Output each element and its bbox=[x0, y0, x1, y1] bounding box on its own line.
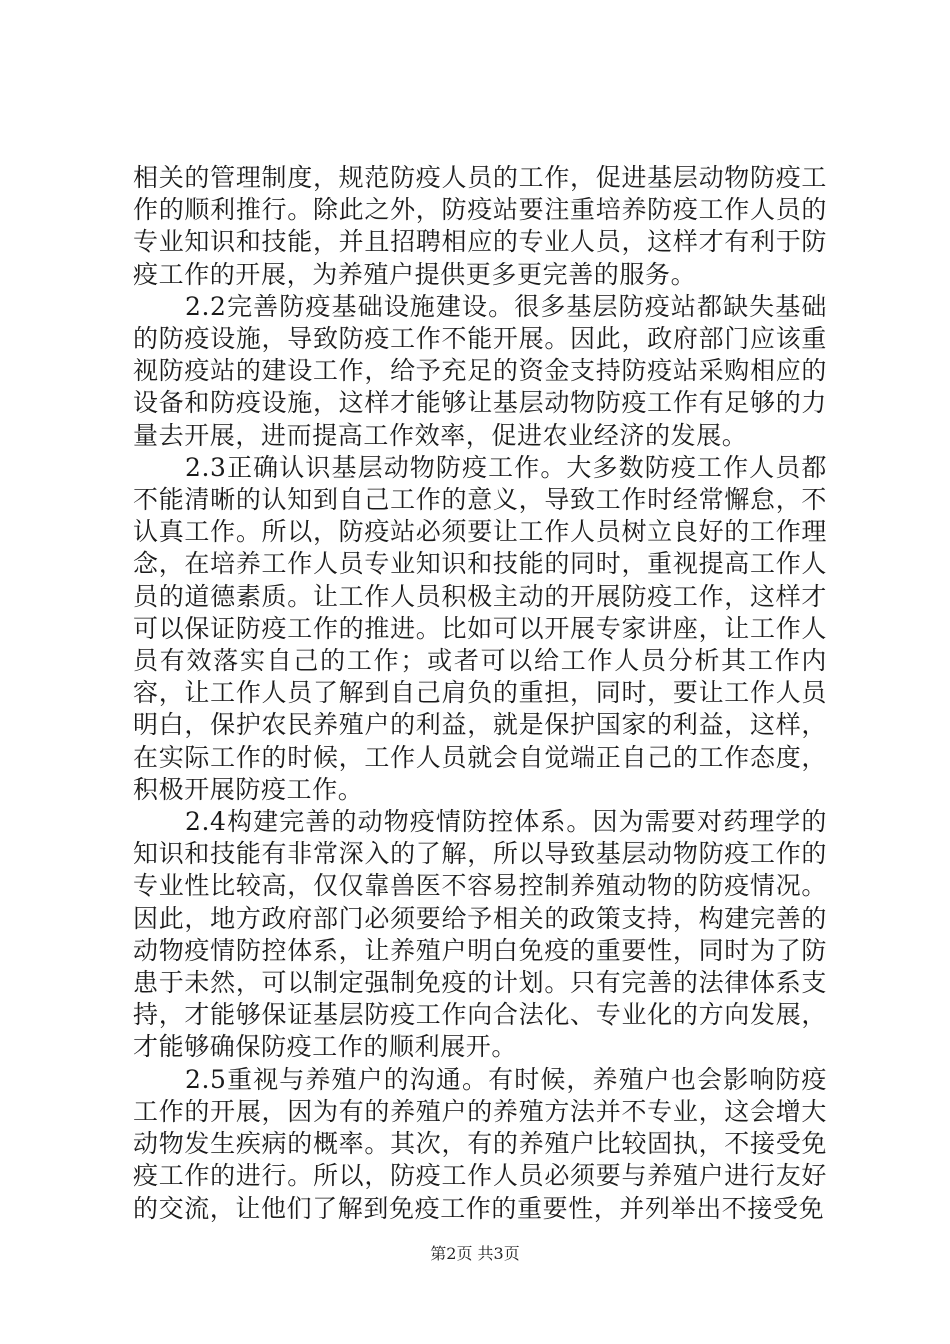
document-body bbox=[133, 162, 827, 1225]
paragraph-2-5: 2.5重视与养殖户的沟通。有时候，养殖户也会影响防疫工作的开展，因为有的养殖户的养殖方法并不专业，这会增大动物发生疾病的概率。其次，有的养殖户比较固执，不接受免疫工作的进行。所以，防疫工作人员必须要与养殖户进行友好的交流，让他们了解到免疫工作的重要性，并列举出不接受免 bbox=[133, 1064, 827, 1223]
paragraph-continuation: 相关的管理制度，规范防疫人员的工作，促进基层动物防疫工作的顺利推行。除此之外，防疫站要注重培养防疫工作人员的专业知识和技能，并且招聘相应的专业人员，这样才有利于防疫工作的开展，为养殖户提供更多更完善的服务。 bbox=[133, 163, 827, 289]
page-footer: 第2页 共3页 bbox=[430, 1244, 520, 1263]
paragraph-2-4: 2.4构建完善的动物疫情防控体系。因为需要对药理学的知识和技能有非常深入的了解，所以导致基层动物防疫工作的专业性比较高，仅仅靠兽医不容易控制养殖动物的防疫情况。因此，地方政府部门必须要给予相关的政策支持，构建完善的动物疫情防控体系，让养殖户明白免疫的重要性，同时为了防患于未然，可以制定强制免疫的计划。只有完善的法律体系支持，才能够保证基层防疫工作向合法化、专业化的方向发展，才能够确保防疫工作的顺利展开。 bbox=[133, 807, 827, 1062]
paragraph-2-3: 2.3正确认识基层动物防疫工作。大多数防疫工作人员都不能清晰的认知到自己工作的意义，导致工作时经常懈怠，不认真工作。所以，防疫站必须要让工作人员树立良好的工作理念，在培养工作人员专业知识和技能的同时，重视提高工作人员的道德素质。让工作人员积极主动的开展防疫工作，这样才可以保证防疫工作的推进。比如可以开展专家讲座，让工作人员有效落实自己的工作；或者可以给工作人员分析其工作内容，让工作人员了解到自己肩负的重担，同时，要让工作人员明白，保护农民养殖户的利益，就是保护国家的利益，这样，在实际工作的时候，工作人员就会自觉端正自己的工作态度，积极开展防疫工作。 bbox=[133, 452, 827, 804]
paragraph-2-2: 2.2完善防疫基础设施建设。很多基层防疫站都缺失基础的防疫设施，导致防疫工作不能开展。因此，政府部门应该重视防疫站的建设工作，给予充足的资金支持防疫站采购相应的设备和防疫设施，这样才能够让基层动物防疫工作有足够的力量去开展，进而提高工作效率，促进农业经济的发展。 bbox=[133, 291, 827, 450]
